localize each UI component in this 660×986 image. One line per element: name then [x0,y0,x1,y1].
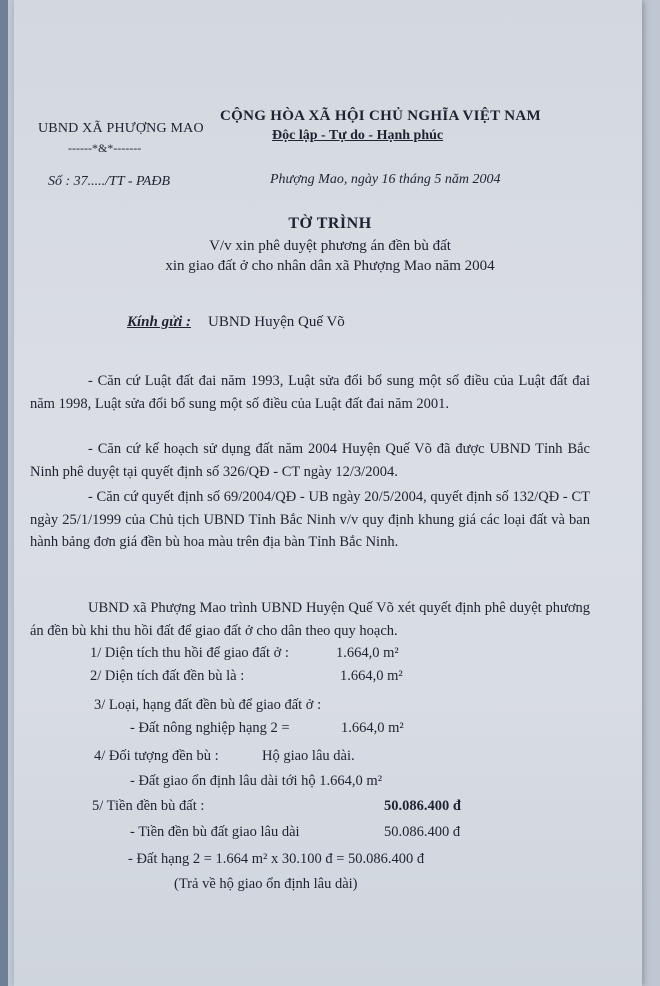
item-5c-note: (Trả về hộ giao ổn định lâu dài) [174,876,358,892]
item-2-value: 1.664,0 m² [340,668,403,684]
body-paragraph-3: - Căn cứ quyết định số 69/2004/QĐ - UB ngày 20/5/2004, quyết định số 132/QĐ - CT ngày 25/1/1999 của Chủ tịch UBND Tỉnh Bắc Ninh v/v quy định khung giá các loại đất và ban hành bảng đơn giá đền bù hoa màu trên địa bàn Tỉnh Bắc Ninh. [30,489,590,550]
item-5a-label: - Tiền đền bù đất giao lâu dài [130,824,300,840]
subject-line-1: V/v xin phê duyệt phương án đền bù đất [209,238,451,254]
item-4-value: Hộ giao lâu dài. [262,748,355,764]
document-number: Số : 37...../TT - PAĐB [48,174,170,189]
place-and-date: Phượng Mao, ngày 16 tháng 5 năm 2004 [270,172,501,187]
item-3a-value: 1.664,0 m² [341,720,404,736]
national-motto: Độc lập - Tự do - Hạnh phúc [272,128,444,143]
item-5a-value: 50.086.400 đ [384,824,461,840]
item-1-label: 1/ Diện tích thu hồi để giao đất ở : [90,645,289,661]
item-1-value: 1.664,0 m² [336,645,399,661]
national-title: CỘNG HÒA XÃ HỘI CHỦ NGHĨA VIỆT NAM [220,108,541,124]
item-4-label: 4/ Đối tượng đền bù : [94,748,219,764]
item-5b-label: - Đất hạng 2 = 1.664 m² x 30.100 đ = 50.086.400 đ [128,851,425,867]
item-5-label: 5/ Tiền đền bù đất : [92,798,205,814]
item-3-label: 3/ Loại, hạng đất đền bù để giao đất ở : [94,697,322,713]
recipient-label: Kính gửi : [127,314,192,330]
item-2-label: 2/ Diện tích đất đền bù là : [90,668,245,684]
issuing-agency: UBND XÃ PHƯỢNG MAO [38,121,204,136]
item-4a-label: - Đất giao ổn định lâu dài tới hộ 1.664,0 m² [130,773,383,789]
agency-ornament: ------*&*------- [68,141,142,155]
document-title: TỜ TRÌNH [288,215,372,232]
subject-line-2: xin giao đất ở cho nhân dân xã Phượng Mao năm 2004 [165,258,495,274]
body-paragraph-4: UBND xã Phượng Mao trình UBND Huyện Quế Võ xét quyết định phê duyệt phương án đền bù khi thu hồi đất để giao đất ở cho dân theo quy hoạch. [30,600,590,639]
body-paragraph-1: - Căn cứ Luật đất đai năm 1993, Luật sửa đổi bổ sung một số điều của Luật đất đai năm 1998, Luật sửa đổi bổ sung một số điều của Luật đất đai năm 2001. [30,373,590,412]
item-5-value: 50.086.400 đ [384,798,461,814]
body-paragraph-2: - Căn cứ kế hoạch sử dụng đất năm 2004 Huyện Quế Võ đã được UBND Tỉnh Bắc Ninh phê duyệt tại quyết định số 326/QĐ - CT ngày 12/3/2004. [30,441,590,480]
recipient-name: UBND Huyện Quế Võ [208,314,345,330]
item-3a-label: - Đất nông nghiệp hạng 2 = [130,720,290,736]
